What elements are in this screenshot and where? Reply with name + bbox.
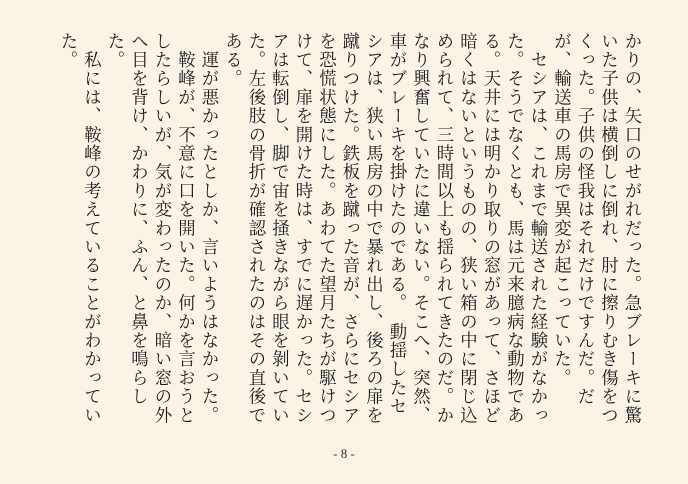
paragraph: 鞍峰が、不意に口を開いた。何かを言おうとしたらしいが、気が変わったのか、暗い窓の外へ目を背け、かわりに、ふん、と鼻を鳴らした。: [104, 32, 195, 425]
paragraph: かりの、矢口のせがれだった。急ブレーキに驚いた子供は横倒しに倒れ、肘に擦りむき傷をつくった。子供の怪我はそれだけですんだ。だが、輸送車の馬房で異変が起こっていた。: [550, 32, 641, 425]
vertical-text-block: [57, 32, 642, 430]
page-number: - 8 -: [333, 446, 355, 461]
paragraph: 私には、鞍峰の考えていることがわかっていた。: [57, 32, 101, 425]
paragraph: 運が悪かったとしか、言いようはなかった。: [198, 32, 218, 425]
paragraph: セシアは、これまで輸送された経験がなかった。そうでなくとも、馬は元来臆病な動物である。天井には明かり取りの窓があって、さほど暗くはないというものの、狭い箱の中に閉じ込められて、三時間以上も揺られてきたのだ。かなり興奮していたに違いない。そこへ、突然、車がブレーキを掛けたのである。 動揺したセシアは、狭い馬房の中で暴れ出し、後ろの扉を蹴りつけた。鉄板を蹴った音が、さらにセシアを恐慌状態にした。あわてた望月たちが駆けつけて、扉を開けた時は、すでに遅かった。セシアは転倒し、脚で宙を掻きながら眼を剝いていた。左後肢の骨折が確認されたのはその直後である。: [221, 32, 547, 425]
